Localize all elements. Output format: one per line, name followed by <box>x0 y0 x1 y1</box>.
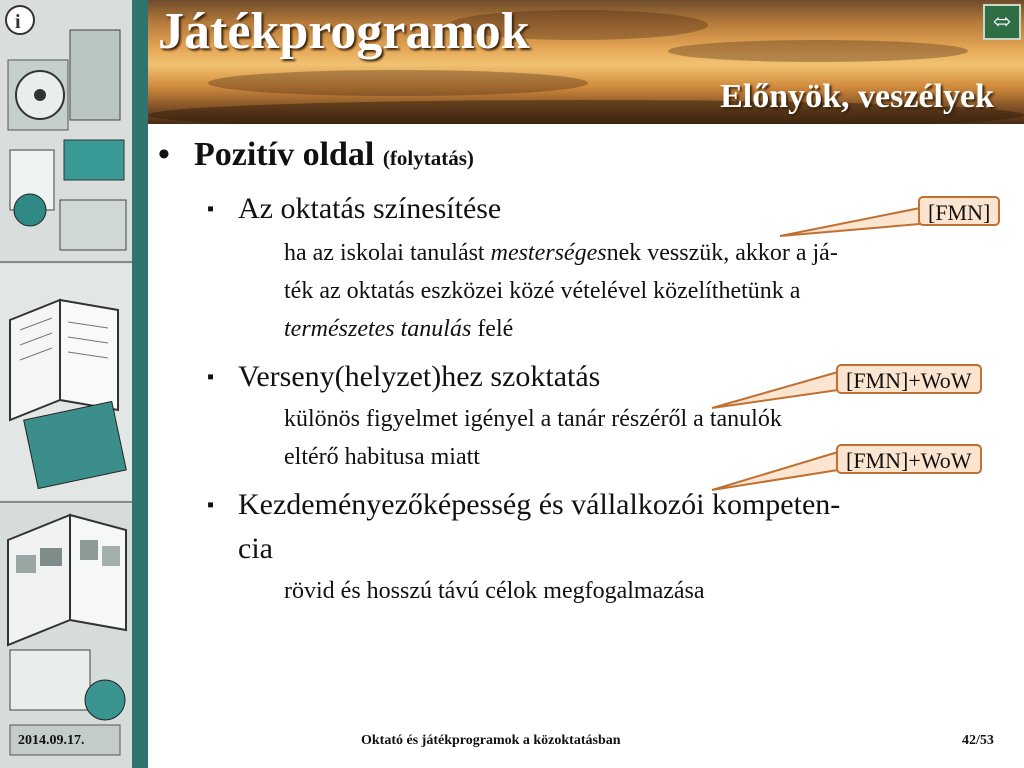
square-bullet-icon: ▪ <box>207 198 215 220</box>
square-bullet-icon: ▪ <box>207 494 215 516</box>
item-detail-line: eltérő habitusa miatt <box>284 444 480 470</box>
callout-pointer <box>780 208 920 236</box>
detail-text: nek vesszük, akkor a já- <box>606 240 838 266</box>
callout-label: [FMN]+WoW <box>836 364 982 394</box>
left-right-arrow-icon: ⬄ <box>992 9 1012 34</box>
callout-pointer <box>712 452 838 490</box>
page-subtitle: Előnyök, veszélyek <box>720 78 994 115</box>
svg-text:i: i <box>15 11 21 33</box>
item-detail-line: rövid és hosszú távú célok megfogalmazása <box>284 578 705 604</box>
item-detail-line: különös figyelmet igényel a tanár részéről a tanulók <box>284 406 782 432</box>
detail-emphasis: természetes tanulás <box>284 316 472 342</box>
bullet-dot-icon: • <box>158 136 170 173</box>
detail-text: ha az iskolai tanulást <box>284 240 491 266</box>
item-label: Verseny(helyzet)hez szoktatás <box>238 360 601 393</box>
item-label: cia <box>238 532 273 565</box>
square-bullet-icon: ▪ <box>207 366 215 388</box>
callout-label: [FMN]+WoW <box>836 444 982 474</box>
item-detail-line: ték az oktatás eszközei közé vételével közelíthetünk a <box>284 278 801 304</box>
item-label: Az oktatás színesítése <box>238 192 502 225</box>
footer-title: Oktató és játékprogramok a közoktatásban <box>361 733 621 748</box>
detail-text: felé <box>471 316 514 342</box>
page-number: 42/53 <box>962 733 994 748</box>
callout-pointer <box>712 372 838 408</box>
heading-text: Pozitív oldal <box>194 136 375 173</box>
callout-label: [FMN] <box>918 196 1000 226</box>
page-title: Játékprogramok <box>158 3 530 60</box>
footer-date: 2014.09.17. <box>18 733 85 748</box>
detail-emphasis: mesterséges <box>490 240 607 266</box>
heading-note: (folytatás) <box>382 146 474 170</box>
item-label: Kezdeményezőképesség és vállalkozói kompeten- <box>238 488 841 521</box>
